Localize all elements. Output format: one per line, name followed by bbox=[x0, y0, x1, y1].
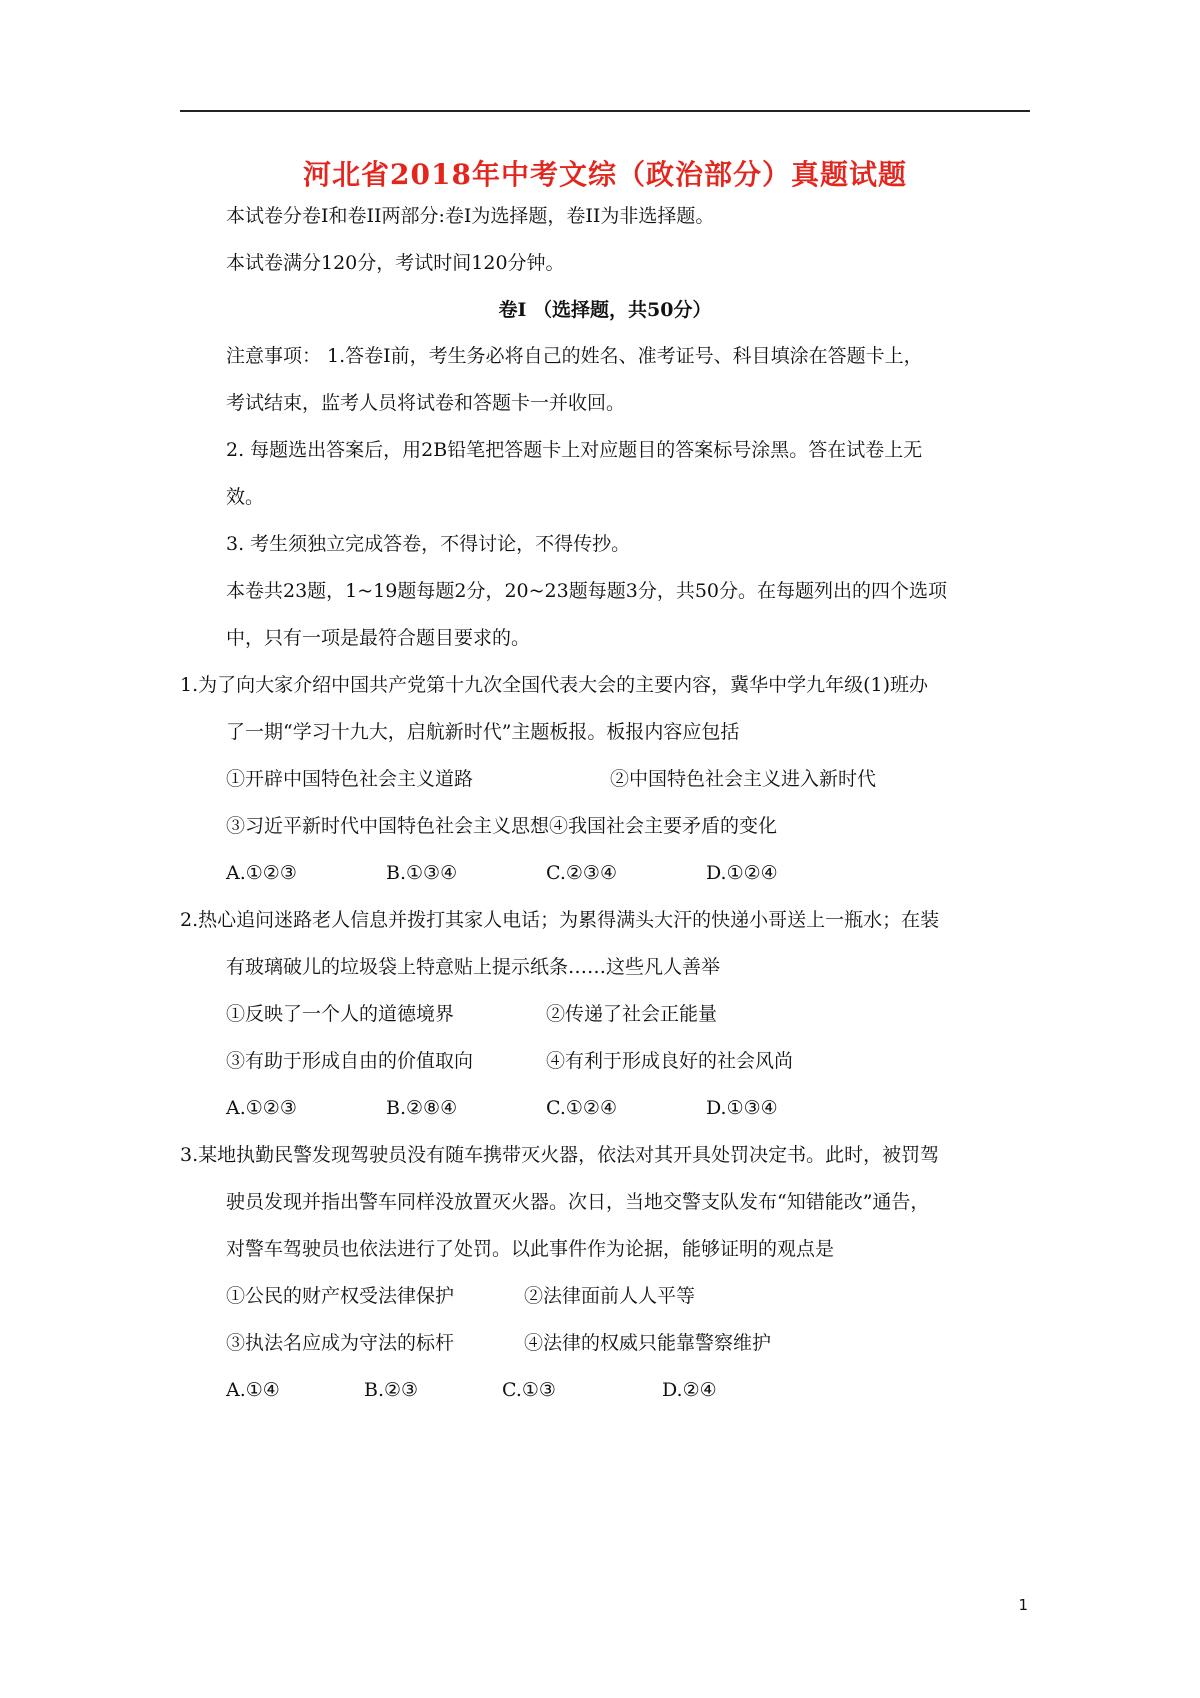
intro-line-1: 本试卷分卷I和卷II两部分:卷I为选择题，卷II为非选择题。 bbox=[226, 205, 715, 227]
note-1-line-a: 注意事项： 1.答卷I前，考生务必将自己的姓名、准考证号、科目填涂在答题卡上， bbox=[226, 345, 923, 367]
note-2-line-b: 效。 bbox=[226, 486, 265, 508]
q1-option-d: D.①②④ bbox=[706, 862, 778, 884]
q1-option-b: B.①③④ bbox=[386, 862, 458, 884]
q3-stem-c: 对警车驾驶员也依法进行了处罚。以此事件作为论据，能够证明的观点是 bbox=[226, 1238, 835, 1260]
q3-statement-3: ③执法名应成为守法的标杆 bbox=[226, 1332, 455, 1354]
q2-option-a: A.①②③ bbox=[226, 1097, 297, 1119]
note-4-line-a: 本卷共23题，1~19题每题2分，20~23题每题3分，共50分。在每题列出的四个选项 bbox=[226, 580, 947, 602]
q1-option-c: C.②③④ bbox=[546, 862, 617, 884]
section-heading: 卷I （选择题，共50分） bbox=[498, 299, 712, 321]
q3-stem-b: 驶员发现并指出警车同样没放置灭火器。次日，当地交警支队发布“知错能改”通告， bbox=[226, 1191, 930, 1213]
q3-option-d: D.②④ bbox=[662, 1379, 717, 1401]
q2-stem-b: 有玻璃破儿的垃圾袋上特意贴上提示纸条……这些凡人善举 bbox=[226, 956, 721, 978]
q3-stem-a: 3.某地执勤民警发现驾驶员没有随车携带灭火器，依法对其开具处罚决定书。此时，被罚驾 bbox=[180, 1144, 940, 1166]
q3-statement-2: ②法律面前人人平等 bbox=[524, 1285, 696, 1307]
q3-statement-4: ④法律的权威只能靠警察维护 bbox=[524, 1332, 772, 1354]
q2-stem-a: 2.热心追问迷路老人信息并拨打其家人电话；为累得满头大汗的快递小哥送上一瓶水；在装 bbox=[180, 909, 940, 931]
q2-option-b: B.②⑧④ bbox=[386, 1097, 458, 1119]
q3-option-c: C.①③ bbox=[502, 1379, 556, 1401]
q1-option-a: A.①②③ bbox=[226, 862, 297, 884]
q2-statement-2: ②传递了社会正能量 bbox=[546, 1003, 718, 1025]
note-4-line-b: 中，只有一项是最符合题目要求的。 bbox=[226, 627, 531, 649]
intro-line-2: 本试卷满分120分，考试时间120分钟。 bbox=[226, 252, 565, 274]
q2-statement-1: ①反映了一个人的道德境界 bbox=[226, 1003, 455, 1025]
q1-statement-3: ③习近平新时代中国特色社会主义思想④我国社会主要矛盾的变化 bbox=[226, 815, 778, 837]
top-rule bbox=[180, 110, 1030, 112]
q3-option-b: B.②③ bbox=[364, 1379, 419, 1401]
q1-statement-2: ②中国特色社会主义进入新时代 bbox=[610, 768, 877, 790]
q2-option-c: C.①②④ bbox=[546, 1097, 617, 1119]
q2-option-d: D.①③④ bbox=[706, 1097, 778, 1119]
q1-stem-a: 1.为了向大家介绍中国共产党第十九次全国代表大会的主要内容，冀华中学九年级(1)班办 bbox=[180, 674, 929, 696]
q2-statement-3: ③有助于形成自由的价值取向 bbox=[226, 1050, 474, 1072]
q1-statement-1: ①开辟中国特色社会主义道路 bbox=[226, 768, 474, 790]
note-2-line-a: 2. 每题选出答案后，用2B铅笔把答题卡上对应题目的答案标号涂黑。答在试卷上无 bbox=[226, 439, 923, 461]
note-3: 3. 考生须独立完成答卷，不得讨论，不得传抄。 bbox=[226, 533, 631, 555]
q3-option-a: A.①④ bbox=[226, 1379, 280, 1401]
q1-stem-b: 了一期“学习十九大，启航新时代”主题板报。板报内容应包括 bbox=[226, 721, 740, 743]
document-title: 河北省2018年中考文综（政治部分）真题试题 bbox=[303, 158, 907, 191]
q2-statement-4: ④有利于形成良好的社会风尚 bbox=[546, 1050, 794, 1072]
note-1-line-b: 考试结束，监考人员将试卷和答题卡一并收回。 bbox=[226, 392, 626, 414]
page-number: 1 bbox=[1018, 1596, 1028, 1614]
q3-statement-1: ①公民的财产权受法律保护 bbox=[226, 1285, 455, 1307]
